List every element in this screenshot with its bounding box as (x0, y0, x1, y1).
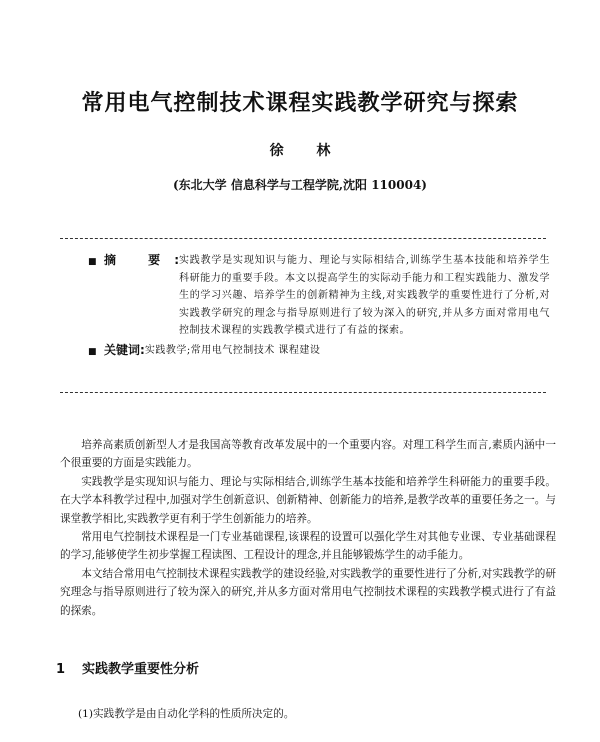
square-bullet-icon: ■ (88, 346, 97, 357)
paper-title: 常用电气控制技术课程实践教学研究与探索 (81, 90, 519, 116)
abstract-block (88, 252, 550, 361)
top-divider (60, 238, 546, 239)
body-paragraph: 实践教学是实现知识与能力、理论与实际相结合,训练学生基本技能和培养学生科研能力的重要手段。在大学本科教学过程中,加强对学生创新意识、创新精神、创新能力的培养,是教学改革的重要任务之一。与课堂教学相比,实践教学更有利于学生创新能力的培养。 (60, 475, 556, 525)
body-paragraph: 培养高素质创新型人才是我国高等教育改革发展中的一个重要内容。对理工科学生而言,素质内涵中一个很重要的方面是实践能力。 (60, 439, 556, 470)
body-paragraph: 常用电气控制技术课程是一门专业基础课程,该课程的设置可以强化学生对其他专业课、专业基础课程的学习,能够使学生初步掌握工程读图、工程设计的理念,并且能够锻炼学生的动手能力。 (60, 531, 556, 562)
body-text (60, 436, 556, 620)
abstract-text: 实践教学是实现知识与能力、理论与实际相结合,训练学生基本技能和培养学生科研能力的重要手段。本文以提高学生的实际动手能力和工程实践能力、激发学生的学习兴趣、培养学生的创新精神为主线,对实践教学的重要性进行了分析,对实践教学研究的理念与指导原则进行了较为深入的研究,并从多方面对常用电气控制技术课程的实践教学模式进行了有益的探索。 (179, 255, 550, 336)
author-name: 徐 林 (269, 143, 345, 159)
keywords-label: ■ 关键词: (88, 342, 145, 362)
abstract-label: ■ 摘 要: (88, 252, 179, 340)
keywords-row (88, 342, 550, 362)
body-paragraph: 本文结合常用电气控制技术课程实践教学的建设经验,对实践教学的重要性进行了分析,对实践教学的研究理念与指导原则进行了较为深入的研究,并从多方面对常用电气控制技术课程的实践教学模式进行了有益的探索。 (60, 567, 556, 617)
section-number: 1 (56, 662, 66, 677)
abstract-row (88, 252, 550, 340)
square-bullet-icon: ■ (88, 257, 97, 267)
keywords-text: 实践教学;常用电气控制技术 课程建设 (144, 344, 321, 356)
subsection-text: (1)实践教学是由自动化学科的性质所决定的。 (78, 708, 295, 720)
author-affiliation: (东北大学 信息科学与工程学院,沈阳 110004) (173, 178, 427, 192)
section-title: 实践教学重要性分析 (82, 662, 200, 677)
section-heading (56, 658, 199, 677)
bottom-divider (60, 392, 546, 393)
